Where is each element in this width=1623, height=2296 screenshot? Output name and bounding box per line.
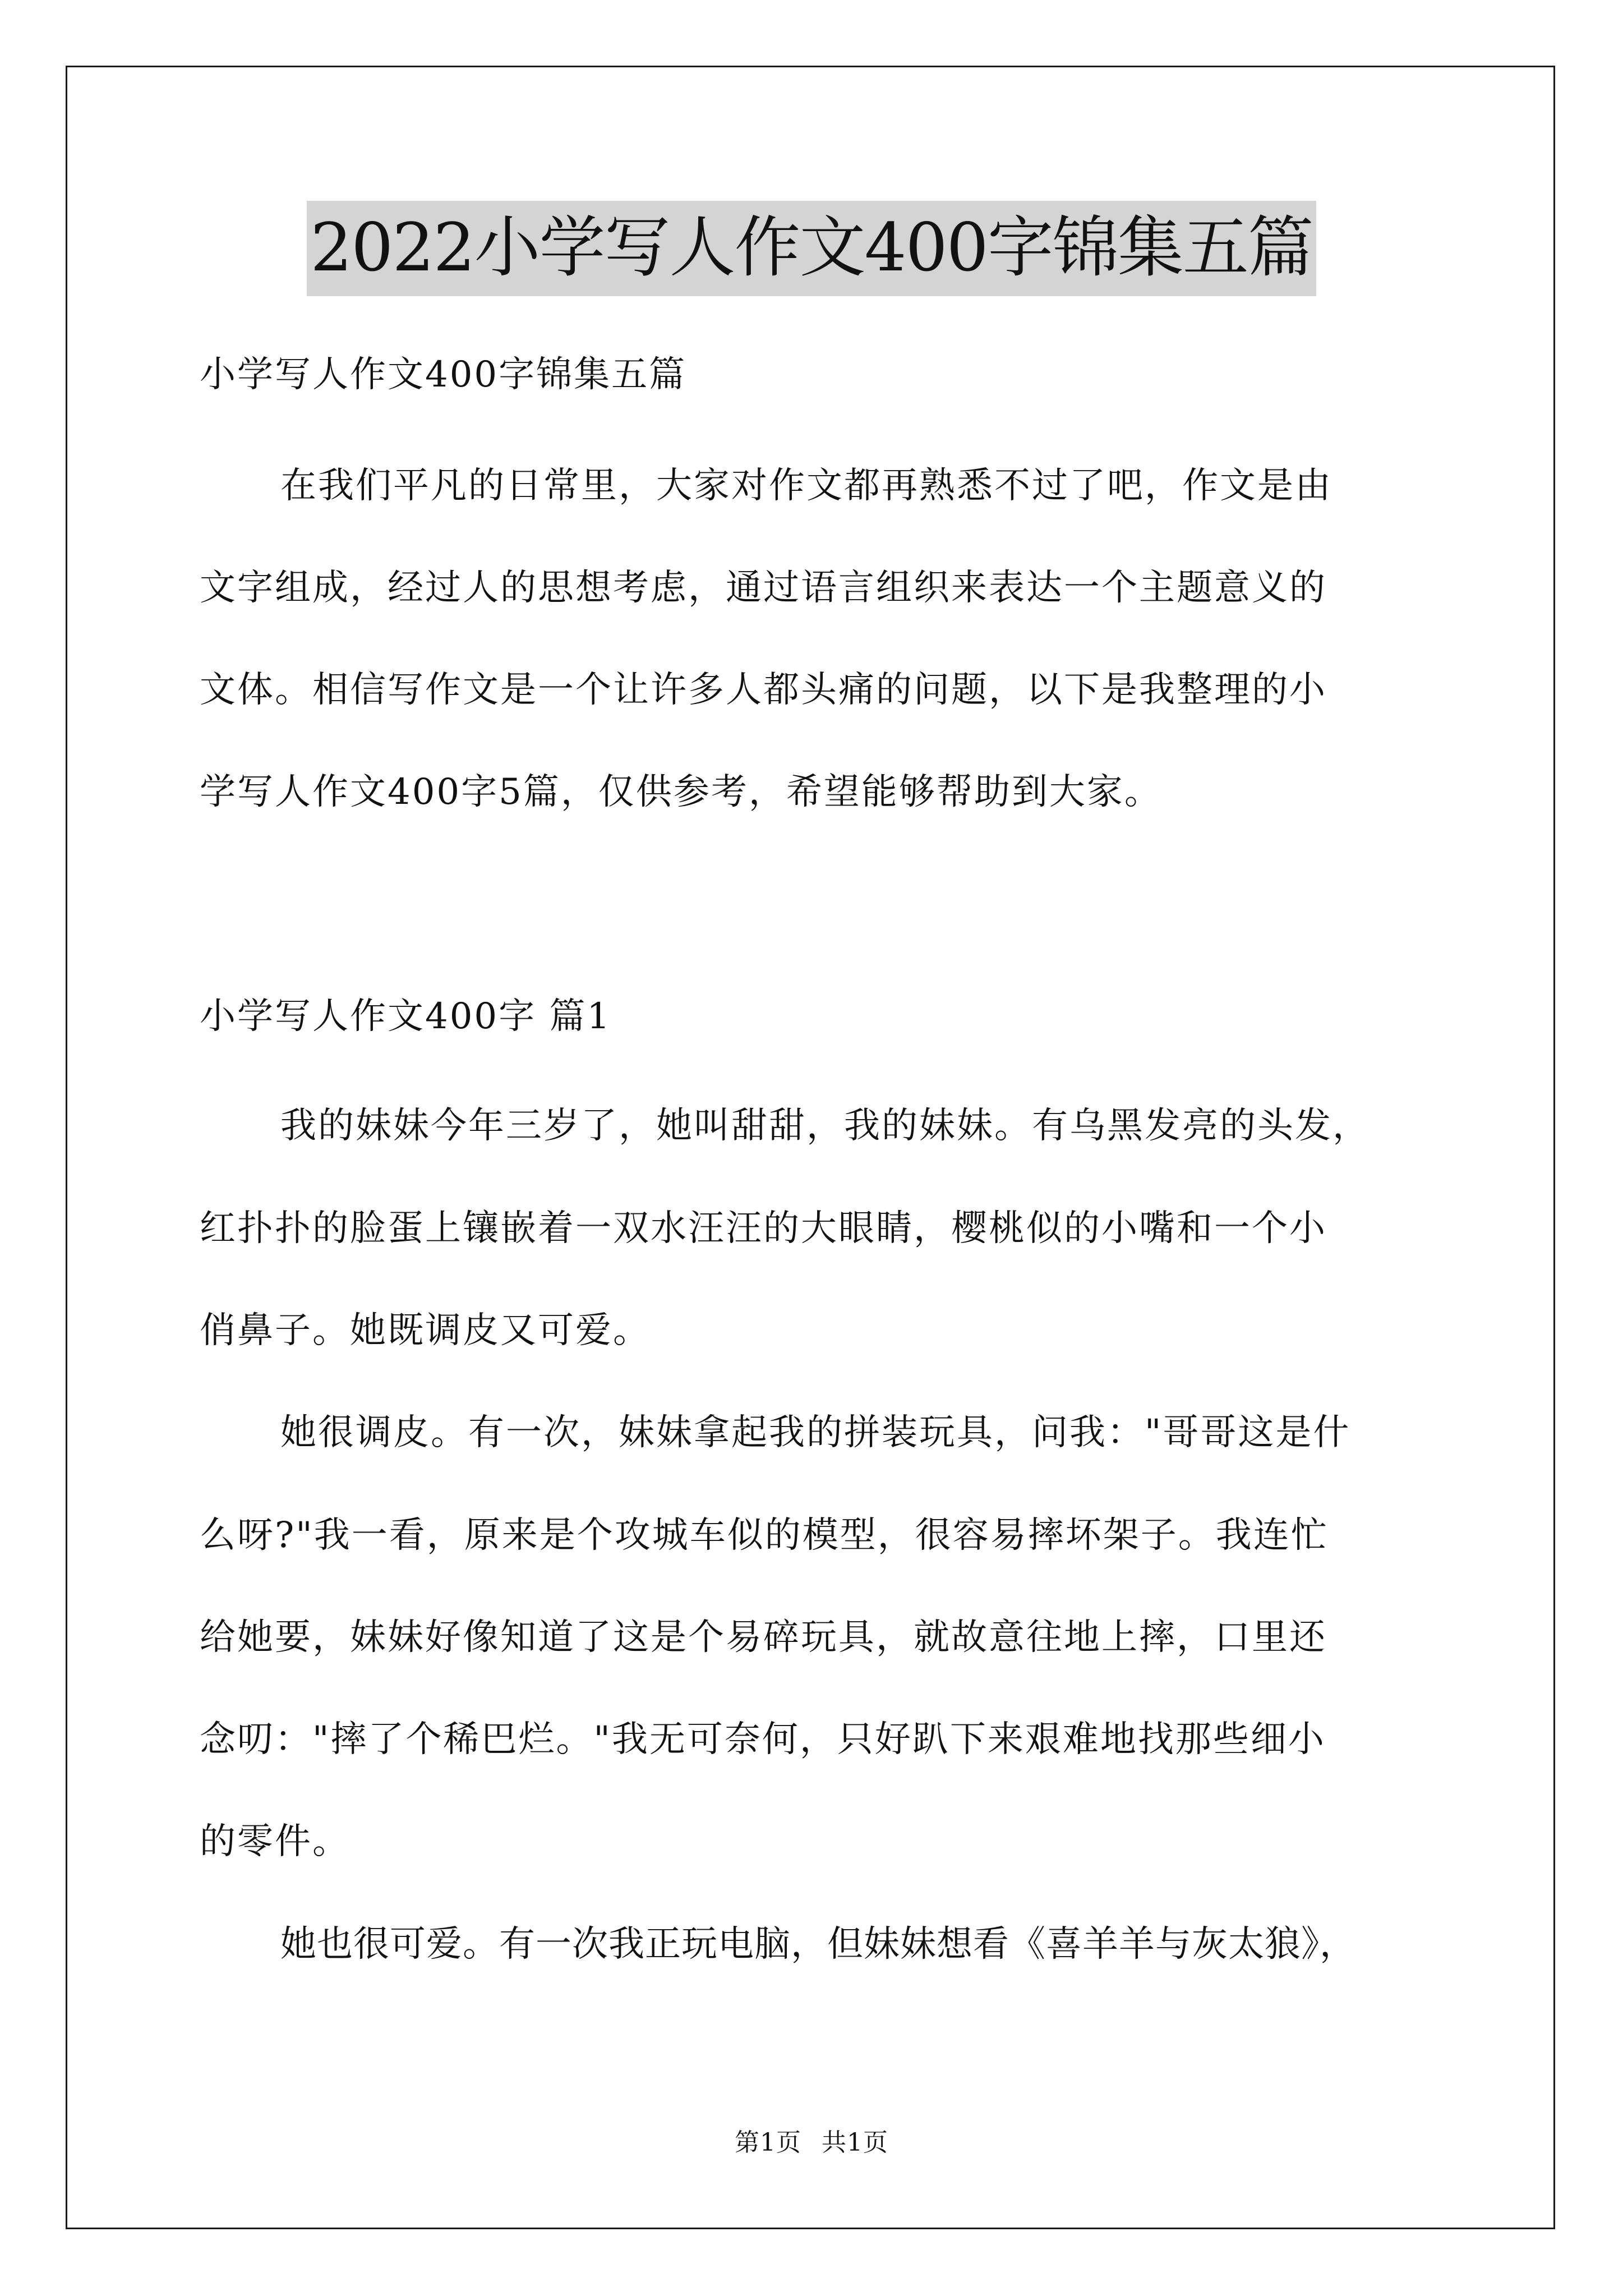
para3-line-1: 她也很可爱。有一次我正玩电脑，但妹妹想看《喜羊羊与灰太狼》，: [280, 1924, 1356, 1965]
para2-line-3: 给她要，妹妹好像知道了这是个易碎玩具，就故意往地上摔，口里还: [200, 1617, 1327, 1658]
document-title: 2022小学写人作文400字锦集五篇: [307, 201, 1316, 296]
intro-line-3: 文体。相信写作文是一个让许多人都头痛的问题，以下是我整理的小: [200, 669, 1327, 711]
section-heading: 小学写人作文400字 篇1: [200, 996, 612, 1037]
para2-line-4: 念叨："摔了个稀巴烂。"我无可奈何，只好趴下来艰难地找那些细小: [200, 1719, 1326, 1760]
para2-line-1: 她很调皮。有一次，妹妹拿起我的拼装玩具，问我："哥哥这是什: [280, 1412, 1351, 1453]
title-container: [0, 201, 1623, 296]
page-footer: [0, 2127, 1623, 2159]
page-number: 第1页: [735, 2128, 801, 2157]
intro-line-4: 学写人作文400字5篇，仅供参考，希望能够帮助到大家。: [200, 771, 1162, 813]
para1-line-2: 红扑扑的脸蛋上镶嵌着一双水汪汪的大眼睛，樱桃似的小嘴和一个小: [200, 1208, 1327, 1249]
total-pages: 共1页: [822, 2128, 888, 2157]
para1-line-1: 我的妹妹今年三岁了，她叫甜甜，我的妹妹。有乌黑发亮的头发，: [280, 1105, 1370, 1147]
intro-line-2: 文字组成，经过人的思想考虑，通过语言组织来表达一个主题意义的: [200, 567, 1327, 609]
intro-line-1: 在我们平凡的日常里，大家对作文都再熟悉不过了吧，作文是由: [280, 465, 1332, 507]
document-subtitle: 小学写人作文400字锦集五篇: [200, 354, 687, 395]
para1-line-3: 俏鼻子。她既调皮又可爱。: [200, 1310, 651, 1351]
para2-line-2: 么呀?"我一看，原来是个攻城车似的模型，很容易摔坏架子。我连忙: [200, 1515, 1329, 1556]
para2-line-5: 的零件。: [200, 1821, 350, 1862]
